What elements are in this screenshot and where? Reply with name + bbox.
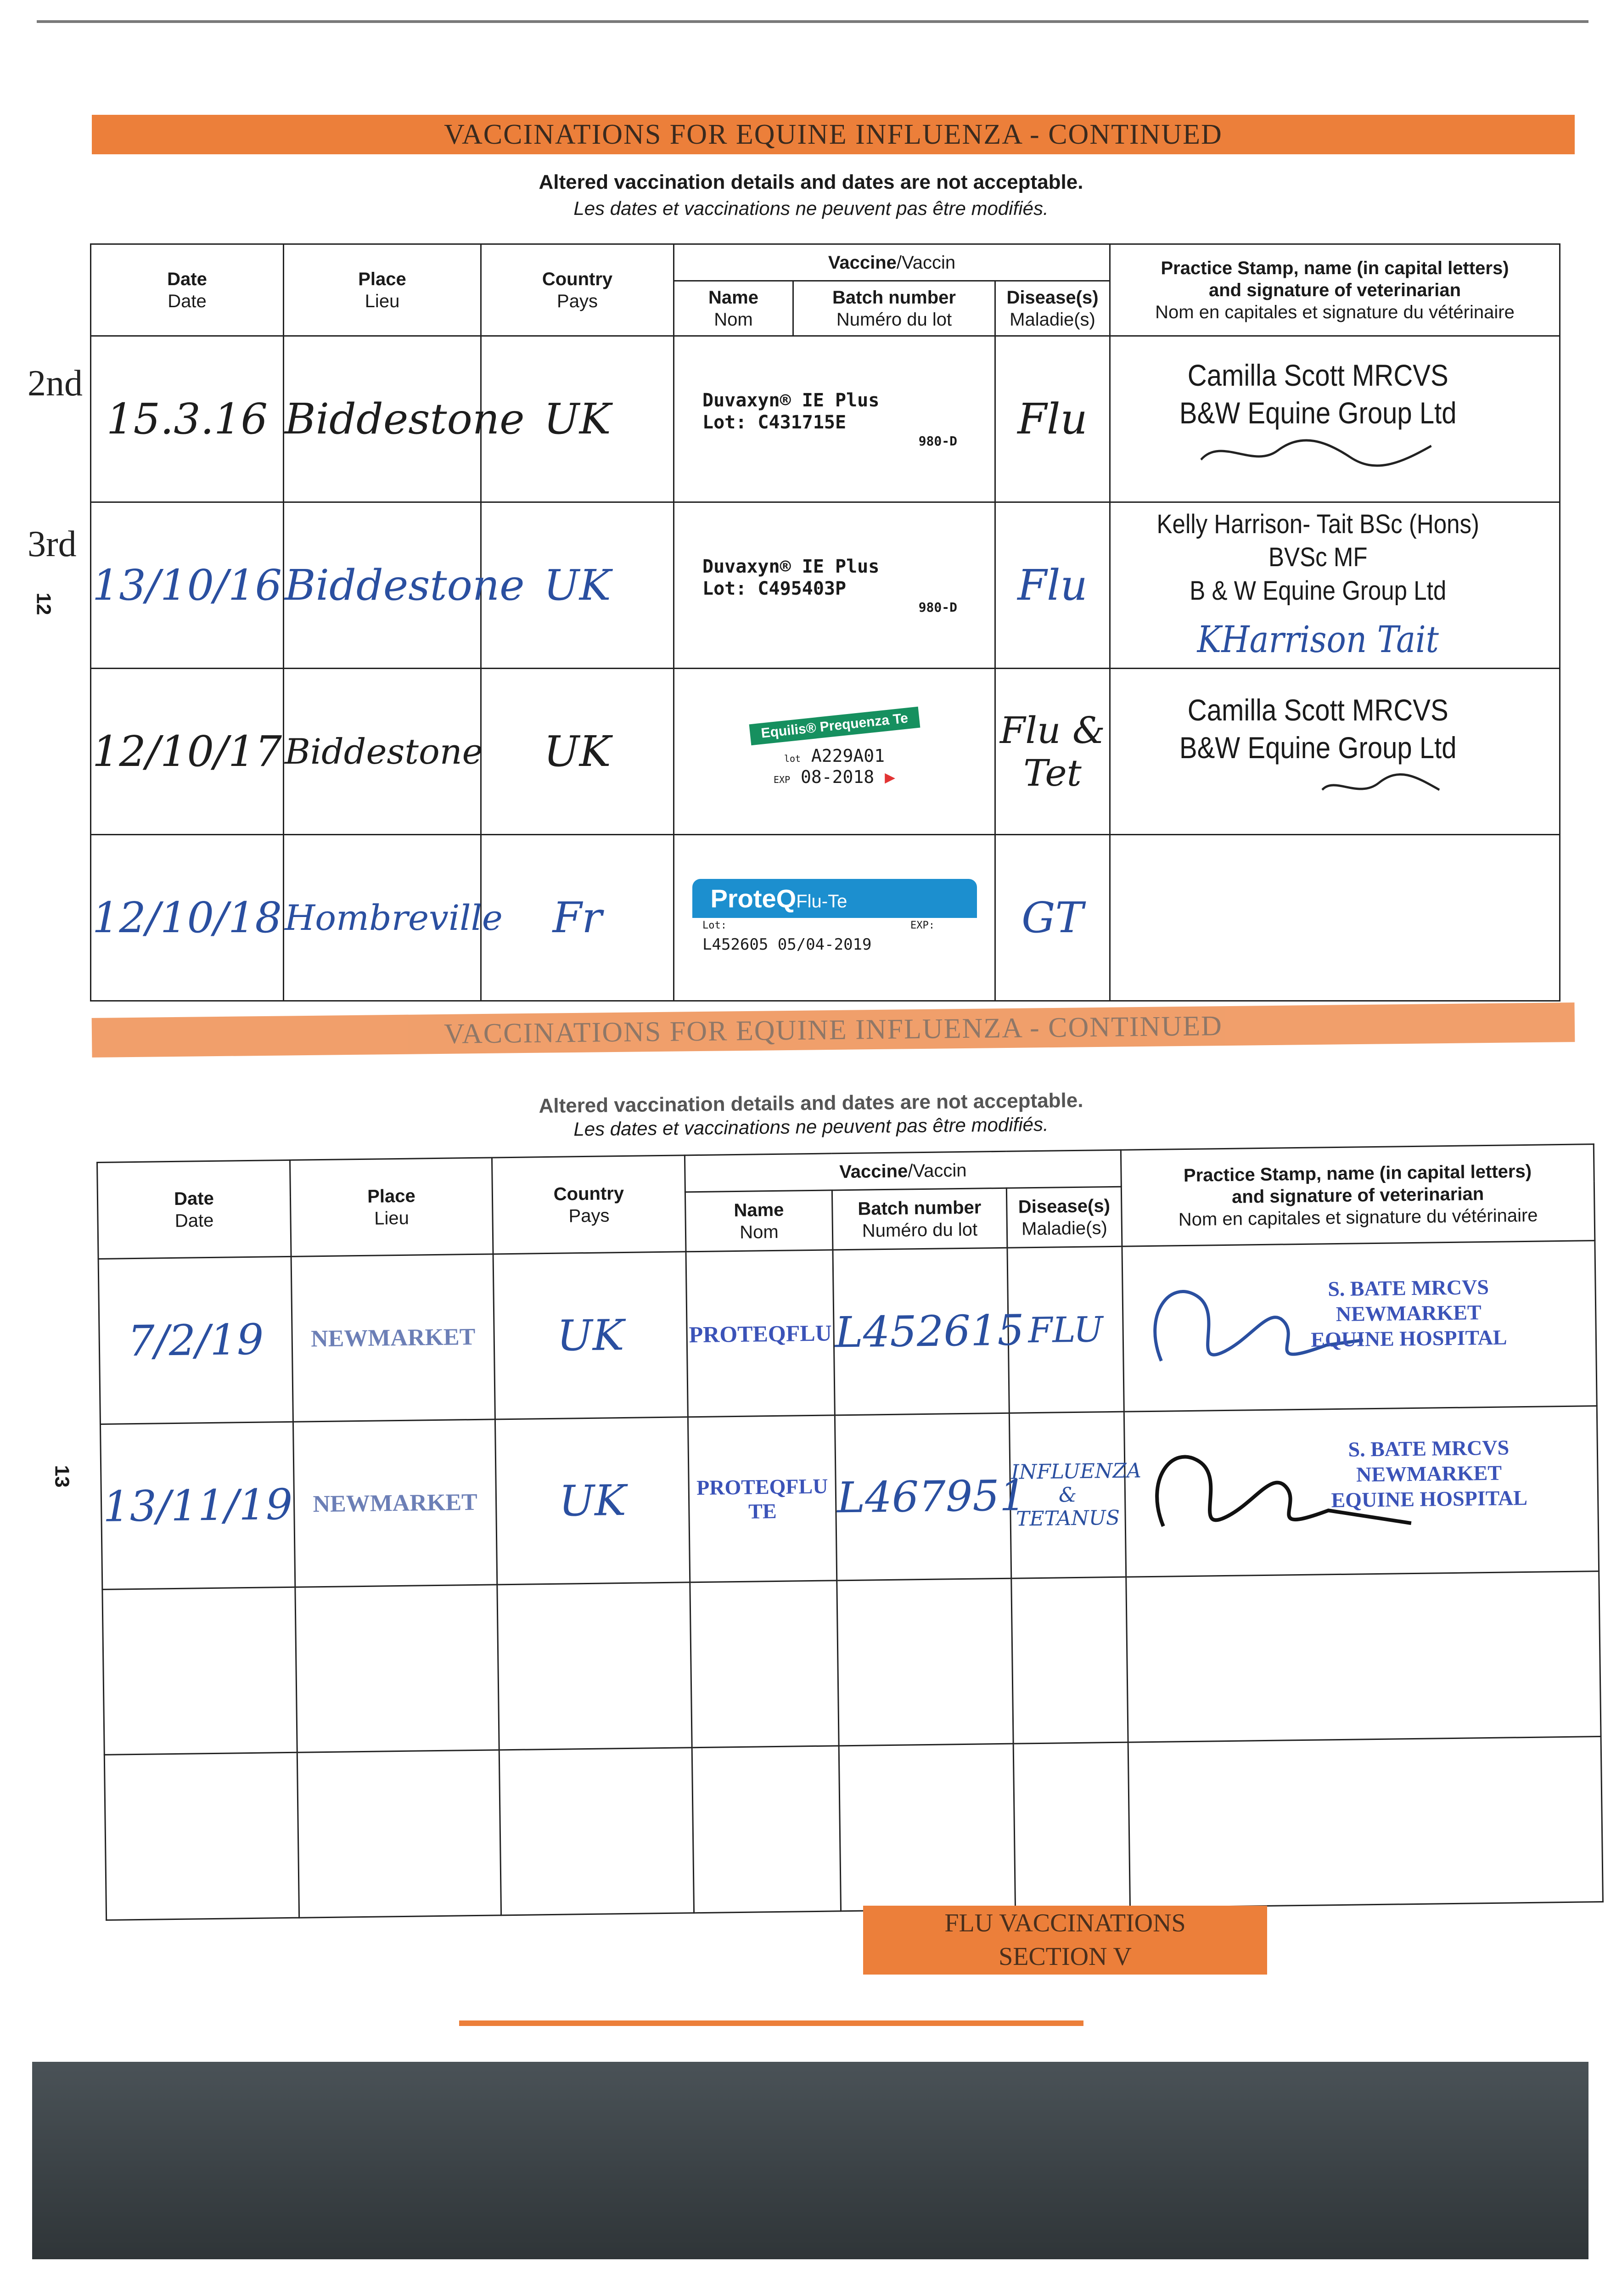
stamp-town: NEWMARKET xyxy=(1336,1300,1482,1326)
label-lot: A229A01 xyxy=(811,745,885,766)
margin-mark-2nd: 2nd xyxy=(28,363,83,404)
signature-scribble xyxy=(1189,432,1447,473)
header-vaccine: Vaccine/Vaccin xyxy=(674,244,1110,281)
header-date: Date Date xyxy=(91,244,284,336)
header-place: Place Lieu xyxy=(290,1158,493,1256)
label-brand: Equilis® Prequenza Te xyxy=(749,707,920,745)
label-side-code: 980-D xyxy=(918,599,957,615)
row-country: UK xyxy=(481,502,674,669)
vet-stamp xyxy=(1110,336,1506,502)
vet-name: Camilla Scott MRCVS xyxy=(1187,692,1448,727)
vaccine-label-sticker xyxy=(674,336,995,502)
header-batch: Batch number Numéro du lot xyxy=(793,281,995,336)
row-date: 15.3.16 xyxy=(91,336,284,502)
vaccine-label-sticker xyxy=(674,835,995,1001)
row-date: 12/10/18 xyxy=(91,835,284,1001)
vet-stamp xyxy=(1122,1241,1597,1412)
row-date: 13/11/19 xyxy=(100,1422,295,1589)
arrow-icon: ▶ xyxy=(885,766,895,787)
vet-stamp xyxy=(1110,669,1506,835)
row-date: 7/2/19 xyxy=(98,1256,293,1424)
row-disease: Flu xyxy=(995,502,1110,669)
margin-mark-3rd: 3rd xyxy=(28,524,77,564)
label-lot: Lot: C495403P xyxy=(702,578,847,599)
vet-name: Camilla Scott MRCVS xyxy=(1187,358,1448,392)
vet-stamp-empty xyxy=(1110,835,1560,1001)
label-product: Duvaxyn® IE Plus xyxy=(702,389,880,411)
vaccination-table-page12 xyxy=(90,243,1560,1002)
row-place: Biddestone xyxy=(284,336,481,502)
vet-practice: B&W Equine Group Ltd xyxy=(1179,731,1457,765)
label-side-code: 980-D xyxy=(918,433,957,449)
row-vaccine-name: PROTEQFLU xyxy=(686,1250,835,1417)
scan-edge xyxy=(37,20,1588,23)
row-place: NEWMARKET xyxy=(291,1254,495,1422)
header-country: Country Pays xyxy=(492,1155,686,1254)
row-date: 13/10/16 xyxy=(91,502,284,669)
vet-name: Kelly Harrison- Tait BSc (Hons) BVSc MF xyxy=(1156,509,1479,573)
page13-note-en: Altered vaccination details and dates are not acceptable. xyxy=(539,1089,1083,1118)
header-disease: Disease(s) Maladie(s) xyxy=(1006,1187,1122,1248)
footer-accent-line xyxy=(459,2020,1083,2026)
row-disease: Flu & Tet xyxy=(995,669,1110,835)
header-country: Country Pays xyxy=(481,244,674,336)
vet-practice: B & W Equine Group Ltd xyxy=(1189,575,1446,606)
vet-stamp xyxy=(1124,1406,1599,1577)
page12-note-fr: Les dates et vaccinations ne peuvent pas être modifiés. xyxy=(573,197,1049,219)
stamp-town: NEWMARKET xyxy=(1356,1461,1502,1486)
page13-banner: VACCINATIONS FOR EQUINE INFLUENZA - CONTINUED xyxy=(92,1002,1575,1058)
table-row xyxy=(91,669,1560,835)
row-vaccine-name: PROTEQFLU TE xyxy=(688,1415,836,1582)
footer-title: FLU VACCINATIONS xyxy=(944,1909,1186,1938)
scanner-shadow xyxy=(32,2062,1588,2259)
table-row xyxy=(100,1406,1599,1590)
vaccination-table-page13 xyxy=(96,1143,1604,1921)
row-disease: Flu xyxy=(995,336,1110,502)
header-batch: Batch number Numéro du lot xyxy=(832,1188,1007,1250)
page-number-12: 12 xyxy=(32,592,55,615)
row-date: 12/10/17 xyxy=(91,669,284,835)
label-exp: 05/04-2019 xyxy=(777,935,872,954)
stamp-hospital: EQUINE HOSPITAL xyxy=(1331,1486,1528,1512)
row-disease: FLU xyxy=(1007,1246,1124,1413)
label-exp-tag: EXP xyxy=(774,774,791,785)
label-lot: Lot: C431715E xyxy=(702,411,847,433)
stamp-hospital: EQUINE HOSPITAL xyxy=(1310,1325,1507,1351)
page12-note-en: Altered vaccination details and dates are not acceptable. xyxy=(539,171,1083,193)
stamp-vet-name: S. BATE MRCVS xyxy=(1327,1275,1489,1300)
vaccine-label-sticker xyxy=(674,502,995,669)
header-place: Place Lieu xyxy=(284,244,481,336)
header-stamp: Practice Stamp, name (in capital letters) and signature of veterinarian Nom en capitales et signature du vétérinaire xyxy=(1121,1144,1594,1247)
row-place: Hombreville xyxy=(284,835,481,1001)
header-name: Name Nom xyxy=(685,1190,833,1252)
row-country: UK xyxy=(481,669,674,835)
label-exp-tag: EXP: xyxy=(910,920,935,931)
row-place: Biddestone xyxy=(284,502,481,669)
table-row xyxy=(91,336,1560,502)
vaccine-label-sticker xyxy=(674,669,995,835)
table-row-empty xyxy=(102,1571,1601,1755)
label-lot: L452605 xyxy=(702,935,769,954)
label-brand: ProteQFlu-Te xyxy=(692,879,977,918)
header-name: Name Nom xyxy=(674,281,793,336)
page12-banner: VACCINATIONS FOR EQUINE INFLUENZA - CONTINUED xyxy=(92,115,1575,154)
vet-signature: KHarrison Tait xyxy=(1197,618,1439,661)
row-place: Biddestone xyxy=(284,669,481,835)
label-lot-tag: Lot: xyxy=(702,920,727,931)
header-stamp: Practice Stamp, name (in capital letters) and signature of veterinarian Nom en capitales et signature du vétérinaire xyxy=(1110,244,1560,336)
page-number-13: 13 xyxy=(51,1465,73,1488)
row-batch: L452615 xyxy=(833,1248,1009,1415)
label-exp: 08-2018 xyxy=(801,766,875,787)
header-vaccine: Vaccine/Vaccin xyxy=(685,1150,1121,1192)
header-date: Date Date xyxy=(97,1160,292,1259)
table-row xyxy=(91,502,1560,669)
footer-section: SECTION V xyxy=(999,1942,1132,1971)
table-row-empty xyxy=(104,1737,1603,1920)
section-footer xyxy=(863,1906,1267,1975)
page13-note-fr: Les dates et vaccinations ne peuvent pas être modifiés. xyxy=(573,1113,1049,1140)
table-row xyxy=(98,1241,1597,1424)
row-disease: GT xyxy=(995,835,1110,1001)
row-place: NEWMARKET xyxy=(293,1419,497,1587)
row-country: Fr xyxy=(481,835,674,1001)
row-country: UK xyxy=(481,336,674,502)
label-lot-tag: lot xyxy=(784,753,801,764)
vet-practice: B&W Equine Group Ltd xyxy=(1179,396,1457,430)
signature-scribble xyxy=(1189,767,1447,804)
row-country: UK xyxy=(493,1252,688,1419)
vet-stamp xyxy=(1110,502,1506,669)
table-row xyxy=(91,835,1560,1001)
label-product: Duvaxyn® IE Plus xyxy=(702,556,880,577)
row-country: UK xyxy=(495,1417,690,1585)
header-disease: Disease(s) Maladie(s) xyxy=(995,281,1110,336)
row-batch: L467951 xyxy=(835,1413,1011,1581)
stamp-vet-name: S. BATE MRCVS xyxy=(1348,1435,1510,1461)
row-disease: INFLUENZA & TETANUS xyxy=(1009,1412,1126,1578)
